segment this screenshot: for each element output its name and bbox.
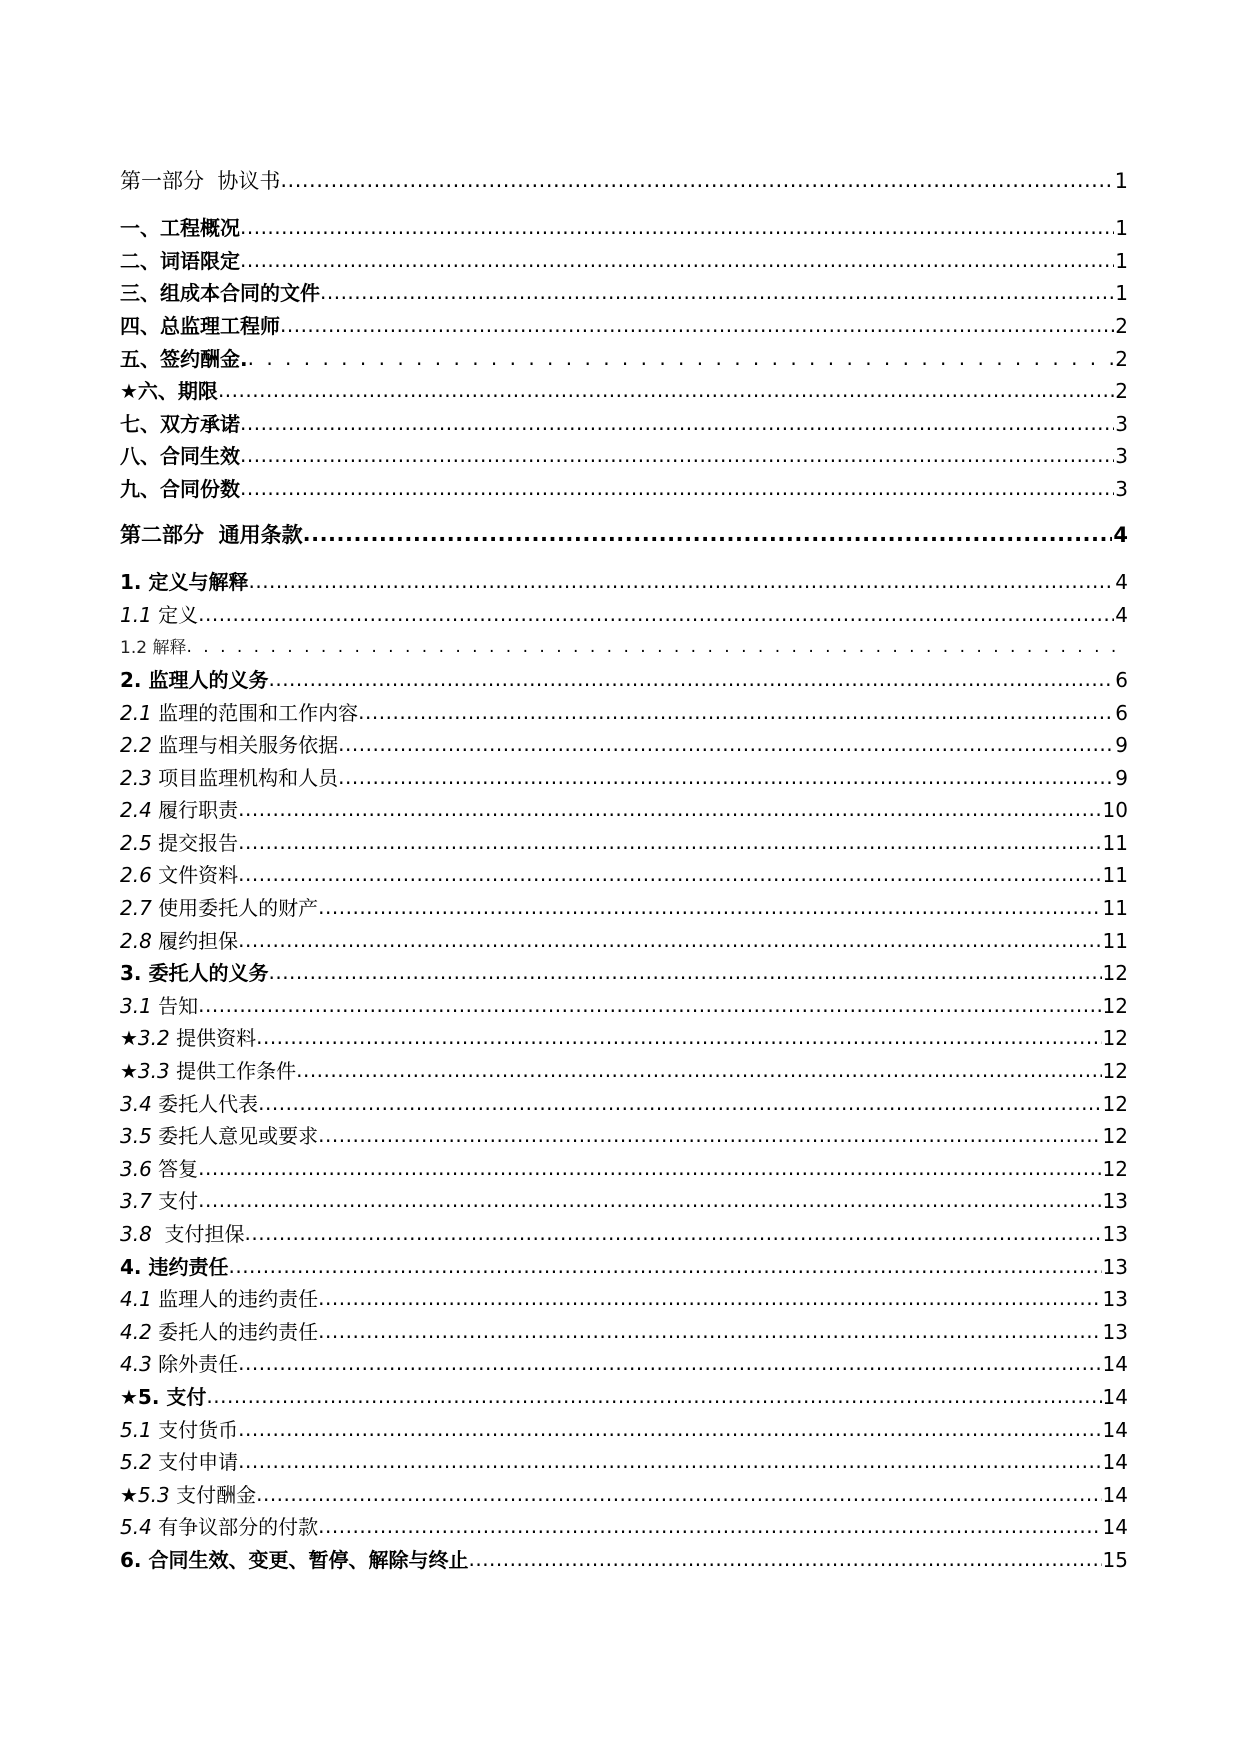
toc-entry[interactable] [120,1048,1128,1084]
toc-entry-text: 第二部分 通用条款 [120,522,303,547]
toc-entry-title [120,1287,319,1312]
toc-entry-text: 第一部分 协议书 [120,168,281,193]
toc-page-number: 3 [1115,476,1128,501]
toc-entry-title [120,993,199,1018]
toc-entry[interactable] [120,303,1128,336]
toc-page-number: 1 [1115,248,1128,273]
toc-entry[interactable] [120,401,1128,434]
toc-entry-text: 提交报告 [151,830,239,855]
toc-entry-text: 解释 [147,638,187,659]
toc-entry[interactable] [120,755,1128,788]
toc-entry-number: 2.7 [120,896,152,921]
toc-entry[interactable] [120,690,1128,723]
toc-entry-title [120,1026,257,1051]
toc-page-number: 14 [1102,1352,1128,1377]
toc-entry[interactable] [120,1505,1128,1538]
toc-dot-leader [228,1256,1101,1276]
toc-entry-title [120,798,239,823]
toc-page-number: 14 [1102,1417,1128,1442]
toc-dot-leader [238,864,1101,884]
toc-page-number: 14 [1102,1450,1128,1475]
toc-entry-number: 3.4 [120,1091,152,1116]
toc-entry-text: 答复 [151,1156,199,1181]
toc-entry-number: 2. [120,667,142,692]
toc-page-number: 12 [1102,1026,1128,1051]
toc-entry-number: ★3.2 [120,1026,170,1051]
toc-entry-text: 支付担保 [151,1222,245,1246]
toc-entry-text: 使用委托人的财产 [151,896,319,921]
toc-page-number: 9 [1115,733,1128,758]
toc-entry-number: 4.3 [120,1352,152,1377]
toc-entry-text: 提供资料 [169,1026,257,1051]
toc-page-number: 13 [1102,1222,1128,1246]
toc-entry[interactable] [120,1537,1128,1570]
toc-entry-text: 监理人的义务 [141,667,269,692]
toc-dot-leader [238,832,1101,852]
toc-page-number: 4 [1113,522,1128,547]
toc-dot-leader [268,669,1114,689]
toc-page-number: 1 [1115,216,1128,241]
toc-entry-text: 七、双方承诺 [120,411,240,436]
toc-entry-title [120,1124,319,1149]
toc-dot-leader [240,250,1114,270]
toc-entry[interactable] [120,1211,1128,1244]
toc-entry-title [120,1319,319,1344]
toc-page-number: 6 [1115,667,1128,692]
toc-entry[interactable] [120,788,1128,821]
toc-entry-title [120,667,269,692]
toc-dot-leader [218,380,1114,400]
toc-entry-title [120,522,303,547]
toc-entry[interactable] [120,1081,1128,1114]
toc-dot-leader [240,413,1114,433]
toc-entry-title [120,1059,297,1084]
toc-entry-number: 3.8 [120,1222,152,1246]
toc-entry-text: 合同生效、变更、暂停、解除与终止 [141,1547,469,1572]
toc-dot-leader [358,702,1114,722]
toc-dot-leader [186,639,1127,656]
toc-entry-number: 1.1 [120,602,152,627]
toc-entry-title [120,1156,199,1181]
toc-entry-number: ★5.3 [120,1482,170,1507]
toc-entry-number: 3.5 [120,1124,152,1149]
toc-entry[interactable] [120,853,1128,886]
toc-entry-text: 支付 [151,1189,199,1214]
toc-entry[interactable] [120,983,1128,1016]
toc-dot-leader [318,1321,1101,1341]
toc-page-number: 4 [1115,570,1128,595]
toc-entry-number: 4. [120,1254,142,1279]
toc-entry-text: 四、总监理工程师 [120,313,280,338]
toc-entry[interactable] [120,1146,1128,1179]
toc-entry-number: 4.2 [120,1319,152,1344]
toc-entry-number: ★5. [120,1384,160,1409]
toc-page-number: 2 [1115,313,1128,338]
toc-entry[interactable] [120,1016,1128,1049]
toc-dot-leader [245,1223,1102,1243]
toc-dot-leader [318,1125,1101,1145]
toc-entry[interactable] [120,159,1128,192]
toc-entry-title [120,700,359,725]
toc-entry-title [120,1224,245,1244]
toc-entry-number: 5.4 [120,1515,152,1540]
toc-entry-title [120,1091,259,1116]
toc-entry-title [120,1352,239,1377]
toc-entry-number: 2.1 [120,700,152,725]
toc-entry-title [120,602,199,627]
toc-entry[interactable] [120,238,1128,271]
toc-page-number: 11 [1102,928,1128,953]
toc-dot-leader [198,995,1101,1015]
toc-page-number: 12 [1102,1091,1128,1116]
toc-entry-title [120,1254,229,1279]
toc-entry-title [120,1384,207,1409]
toc-entry[interactable] [120,336,1128,369]
toc-entry-text: 履行职责 [151,798,239,823]
toc-entry-text: 履约担保 [151,928,239,953]
toc-entry[interactable] [120,951,1128,984]
toc-entry-title [120,863,239,888]
toc-entry[interactable] [120,271,1128,304]
toc-entry[interactable] [120,1407,1128,1440]
toc-entry-number: 3.1 [120,993,152,1018]
toc-entry-text: 八、合同生效 [120,444,240,469]
toc-dot-leader [256,1027,1101,1047]
toc-entry[interactable] [120,1342,1128,1375]
toc-page-number: 13 [1102,1189,1128,1214]
toc-page-number: 2 [1115,346,1128,371]
toc-entry-text: 违约责任 [141,1254,229,1279]
toc-page-number: 11 [1102,896,1128,921]
toc-entry[interactable] [120,466,1128,499]
toc-entry-title [120,896,319,921]
toc-dot-leader [338,734,1114,754]
toc-entry-number: 4.1 [120,1287,152,1312]
toc-page-number: 6 [1115,700,1128,725]
toc-entry-title [120,281,320,306]
toc-entry-title [120,1547,469,1572]
toc-page-number: 14 [1102,1515,1128,1540]
toc-dot-leader [280,170,1113,191]
toc-entry[interactable] [120,885,1128,921]
toc-page-number: 13 [1102,1254,1128,1279]
toc-entry-title [120,248,240,273]
toc-entry-text: 支付申请 [151,1450,239,1475]
toc-dot-leader [240,478,1114,498]
toc-entry-text: 三、组成本合同的文件 [120,281,320,306]
toc-page-number: 12 [1102,1156,1128,1181]
toc-entry-number: 6. [120,1547,142,1572]
toc-entry[interactable] [120,625,1128,658]
toc-entry[interactable] [120,560,1128,593]
toc-entry-text: 告知 [151,993,199,1018]
toc-entry[interactable] [120,369,1128,402]
toc-entry[interactable] [120,206,1128,239]
toc-entry-number: 1.2 [120,638,148,659]
toc-dot-leader [318,1288,1101,1308]
toc-dot-leader [206,1386,1101,1406]
toc-entry-number: ★3.3 [120,1059,170,1084]
toc-dot-leader [198,1158,1101,1178]
toc-dot-leader [248,348,1115,368]
toc-entry-title [120,411,240,436]
toc-entry-number: 2.5 [120,830,152,855]
toc-entry-title [120,570,249,595]
toc-entry[interactable] [120,592,1128,625]
toc-dot-leader [198,604,1114,624]
toc-page-number: 12 [1102,961,1128,986]
toc-dot-leader [238,1451,1101,1471]
toc-dot-leader [240,217,1114,237]
toc-page-number: 11 [1102,830,1128,855]
toc-entry-number: 3.6 [120,1156,152,1181]
toc-dot-leader [240,445,1114,465]
toc-dot-leader [280,315,1114,335]
toc-entry-title [120,346,248,371]
toc-page-number: 12 [1102,993,1128,1018]
toc-dot-leader [296,1060,1101,1080]
toc-entry-title [120,733,339,758]
toc-entry-text: 监理与相关服务依据 [151,733,339,758]
toc-dot-leader [268,962,1101,982]
toc-entry[interactable] [120,1277,1128,1310]
toc-entry-text: 二、词语限定 [120,248,240,273]
toc-entry-text: ★六、期限 [120,379,218,404]
toc-entry-text: 委托人的违约责任 [151,1319,319,1344]
toc-page-number: 13 [1102,1319,1128,1344]
toc-entry-title [120,928,239,953]
toc-entry[interactable] [120,434,1128,467]
toc-page-number: 11 [1102,863,1128,888]
toc-entry[interactable] [120,1114,1128,1147]
toc-entry-number: 2.8 [120,928,152,953]
toc-page-number: 13 [1102,1287,1128,1312]
toc-dot-leader [303,524,1113,545]
toc-page-number: 10 [1102,798,1128,823]
toc-entry-text: 定义与解释 [141,570,249,595]
toc-entry-title [120,1482,257,1507]
toc-entry-text: 监理的范围和工作内容 [151,700,359,725]
toc-entry-title [120,444,240,469]
toc-entry-number: 2.4 [120,798,152,823]
toc-entry-text: 除外责任 [151,1352,239,1377]
toc-entry[interactable] [120,1309,1128,1342]
toc-entry-text: 文件资料 [151,863,239,888]
toc-entry[interactable] [120,723,1128,756]
toc-entry[interactable] [120,820,1128,853]
toc-entry-title [120,1417,239,1442]
table-of-contents [120,159,1128,1570]
toc-page-number: 15 [1102,1547,1128,1572]
toc-entry-text: 委托人代表 [151,1091,259,1116]
toc-entry-text: 支付酬金 [169,1482,257,1507]
toc-page-number: 1 [1114,168,1128,193]
toc-entry-title [120,216,240,241]
toc-page-number: 12 [1102,1059,1128,1084]
toc-entry[interactable] [120,1440,1128,1473]
toc-entry-text: 支付货币 [151,1417,239,1442]
toc-entry-number: 5.2 [120,1450,152,1475]
toc-page-number: 1 [1115,281,1128,306]
toc-entry-text: 九、合同份数 [120,476,240,501]
toc-entry-title [120,379,218,404]
toc-page-number: 2 [1115,379,1128,404]
toc-entry[interactable] [120,513,1128,546]
toc-entry-number: 5.1 [120,1417,152,1442]
toc-entry-text: 监理人的违约责任 [151,1287,319,1312]
toc-entry-number: 1. [120,570,142,595]
toc-page-number: 3 [1115,411,1128,436]
toc-dot-leader [198,1190,1101,1210]
toc-entry-text: 委托人意见或要求 [151,1124,319,1149]
toc-entry-text: 有争议部分的付款 [151,1515,319,1540]
toc-entry-title [120,765,339,790]
toc-entry-number: 3. [120,961,142,986]
toc-entry-number: 2.6 [120,863,152,888]
toc-dot-leader [468,1549,1101,1569]
toc-entry[interactable] [120,657,1128,690]
toc-dot-leader [238,930,1101,950]
toc-entry-title [120,1189,199,1214]
toc-entry-text: 项目监理机构和人员 [151,765,339,790]
toc-entry-title [120,1515,319,1540]
toc-entry-text: 一、工程概况 [120,216,240,241]
toc-entry[interactable] [120,1244,1128,1277]
toc-page-number: 9 [1115,765,1128,790]
toc-dot-leader [258,1093,1101,1113]
toc-entry[interactable] [120,1472,1128,1505]
toc-entry[interactable] [120,1179,1128,1212]
toc-page-number: 12 [1102,1124,1128,1149]
toc-entry-text: 支付 [159,1384,207,1409]
toc-page-number: 4 [1115,602,1128,627]
toc-dot-leader [318,1516,1101,1536]
toc-entry-number: 3.7 [120,1189,152,1214]
toc-entry-title [120,640,186,657]
toc-entry-text: 五、签约酬金. [120,346,248,371]
toc-entry-title [120,961,269,986]
toc-entry-title [120,1450,239,1475]
toc-page-number: 14 [1102,1482,1128,1507]
toc-dot-leader [320,282,1114,302]
toc-dot-leader [238,799,1101,819]
toc-entry-text: 委托人的义务 [141,961,269,986]
toc-dot-leader [256,1484,1101,1504]
toc-entry-text: 定义 [151,602,199,627]
toc-entry-text: 提供工作条件 [169,1059,297,1084]
toc-entry-number: 2.2 [120,733,152,758]
toc-entry[interactable] [120,1374,1128,1407]
toc-dot-leader [238,1353,1101,1373]
toc-dot-leader [318,897,1101,917]
toc-entry-title [120,476,240,501]
toc-dot-leader [338,767,1114,787]
toc-entry-title [120,313,280,338]
toc-entry[interactable] [120,918,1128,951]
toc-entry-number: 2.3 [120,765,152,790]
toc-page-number: 3 [1115,444,1128,469]
toc-entry-title [120,830,239,855]
toc-entry-title [120,168,281,193]
toc-page-number: 14 [1102,1384,1128,1409]
toc-dot-leader [238,1419,1101,1439]
toc-dot-leader [248,571,1114,591]
